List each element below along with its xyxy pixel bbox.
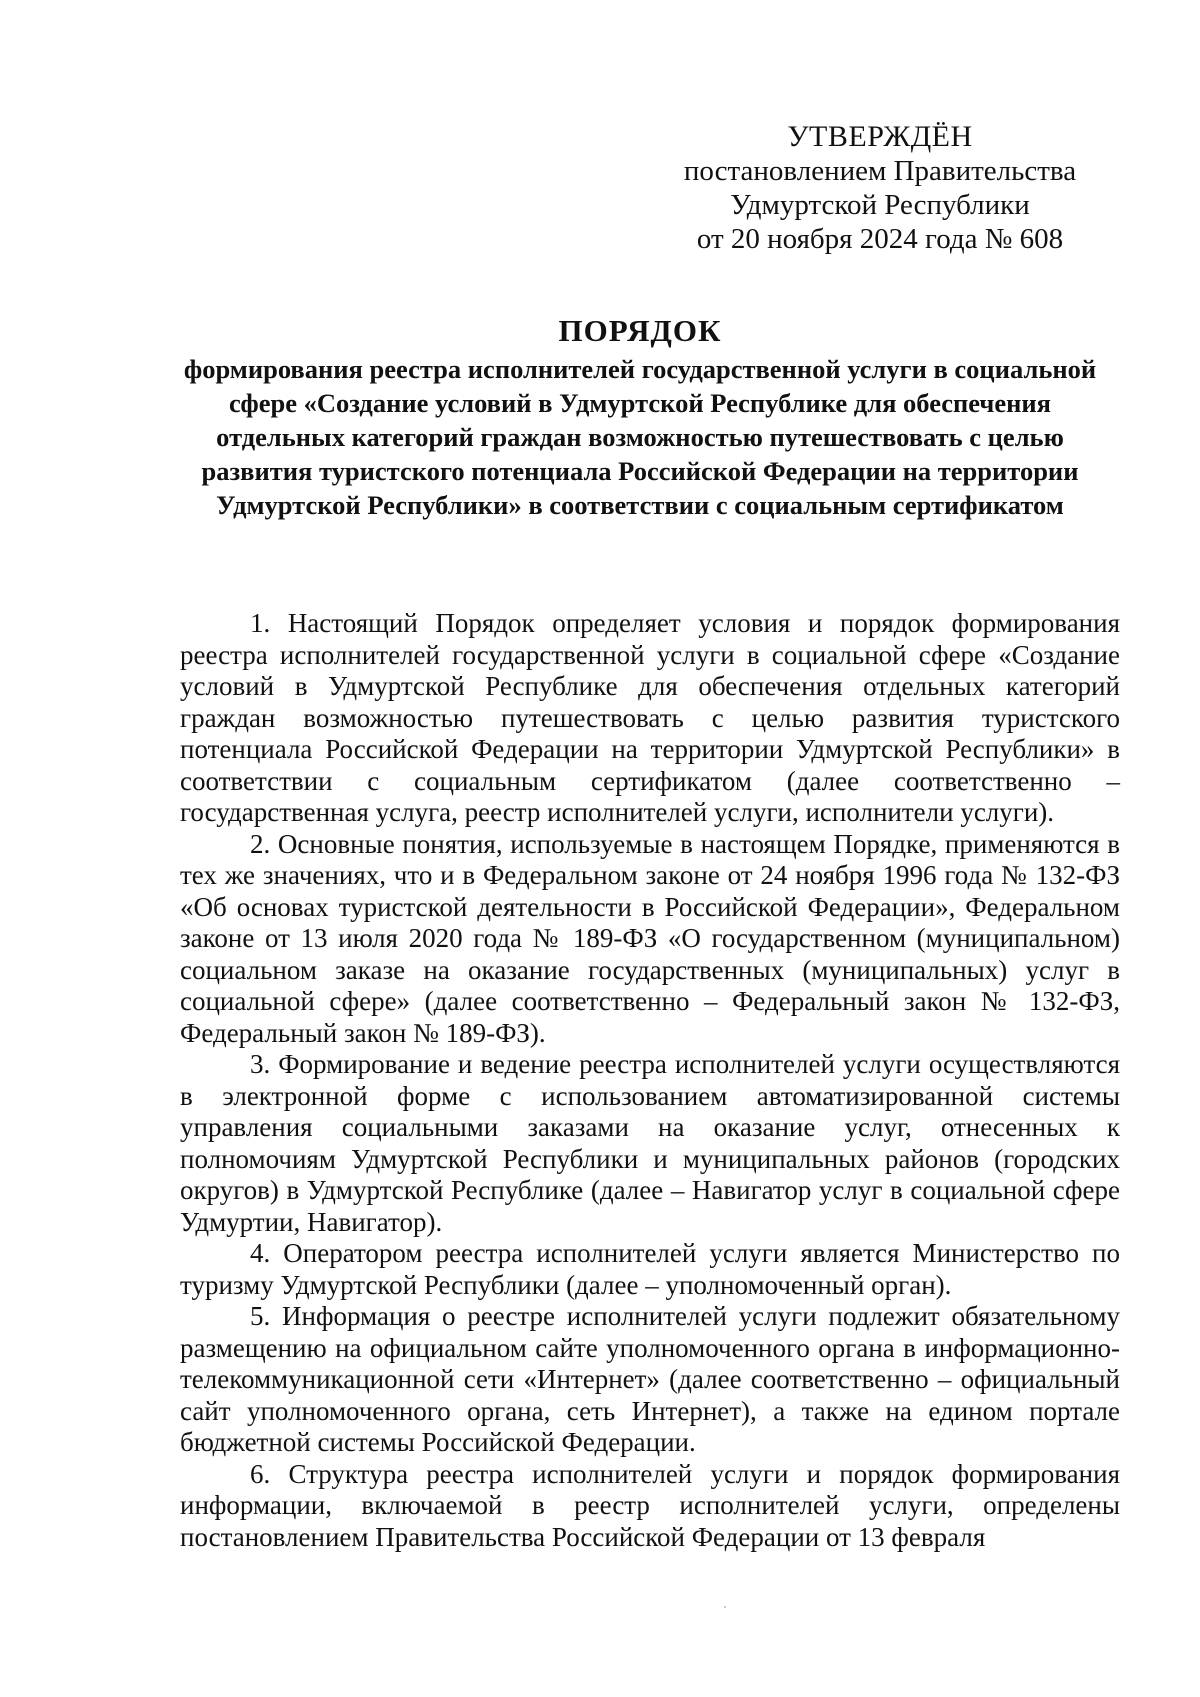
paragraph-2: 2. Основные понятия, используемые в настоящем Порядке, применяются в тех же значениях, что и в Федеральном законе от 24 ноября 1996 года № 132-ФЗ «Об основах туристской деятельности в Российской Федерации», Федеральном законе от 13 июля 2020 года № 189-ФЗ «О государственном (муниципальном) социальном заказе на оказание государственных (муниципальных) услуг в социальной сфере» (далее соответственно – Федеральный закон № 132-ФЗ, Федеральный закон № 189-ФЗ). bbox=[180, 828, 1120, 1048]
approval-line-3: от 20 ноября 2024 года № 608 bbox=[696, 223, 1064, 255]
paragraph-3: 3. Формирование и ведение реестра исполнителей услуги осуществляются в электронной форме с использованием автоматизированной системы управления социальными заказами на оказание услуг, отнесенных к полномочиям Удмуртской Республики и муниципальных районов (городских округов) в Удмуртской Республике (далее – Навигатор услуг в социальной сфере Удмуртии, Навигатор). bbox=[180, 1049, 1120, 1237]
document-body bbox=[180, 608, 1120, 1553]
paragraph-6: 6. Структура реестра исполнителей услуги и порядок формирования информации, включаемой в реестр исполнителей услуги, определены постановлением Правительства Российской Федерации от 13 февраля bbox=[180, 1458, 1120, 1552]
approval-line-1: постановлением Правительства bbox=[683, 155, 1077, 187]
document-subtitle: формирования реестра исполнителей государственной услуги в социальной сфере «Создание условий в Удмуртской Республике для обеспечения отдельных категорий граждан возможностью путешествовать с целью развития туристского потенциала Российской Федерации на территории Удмуртской Республики» в соответствии с социальным сертификатом bbox=[183, 354, 1097, 520]
document-title-block bbox=[170, 312, 1110, 522]
approval-heading: УТВЕРЖДЁН bbox=[787, 120, 973, 153]
paragraph-4: 4. Оператором реестра исполнителей услуги является Министерство по туризму Удмуртской Республики (далее – уполномоченный орган). bbox=[180, 1238, 1120, 1300]
paragraph-5: 5. Информация о реестре исполнителей услуги подлежит обязательному размещению на официальном сайте уполномоченного органа в информационно-телекоммуникационной сети «Интернет» (далее соответственно – официальный сайт уполномоченного органа, сеть Интернет), а также на едином портале бюджетной системы Российской Федерации. bbox=[180, 1301, 1120, 1457]
scan-artifact-dot bbox=[724, 1606, 726, 1608]
approval-stamp-block bbox=[660, 120, 1100, 256]
document-title: ПОРЯДОК bbox=[558, 313, 722, 348]
approval-line-2: Удмуртской Республики bbox=[730, 189, 1030, 221]
paragraph-1: 1. Настоящий Порядок определяет условия и порядок формирования реестра исполнителей государственной услуги в социальной сфере «Создание условий в Удмуртской Республике для обеспечения отдельных категорий граждан возможностью путешествовать с целью развития туристского потенциала Российской Федерации на территории Удмуртской Республики» в соответствии с социальным сертификатом (далее соответственно – государственная услуга, реестр исполнителей услуги, исполнители услуги). bbox=[180, 608, 1120, 827]
